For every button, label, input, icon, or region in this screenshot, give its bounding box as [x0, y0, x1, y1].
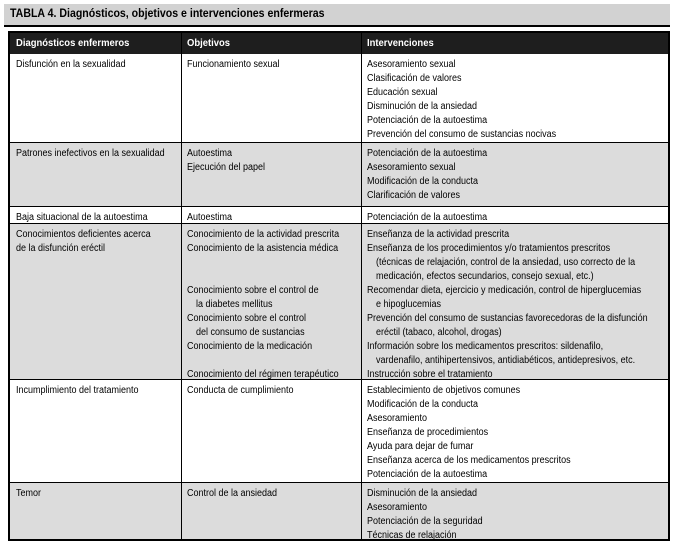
cell-diagnostico [16, 487, 44, 501]
table-caption-bar [4, 4, 670, 27]
cell-line: Recomendar dieta, ejercicio y medicación, control de hiperglucemias [367, 285, 642, 296]
cell-intervenciones [367, 58, 577, 142]
table-figure [4, 4, 670, 541]
cell-line: Disminución de la ansiedad [367, 488, 478, 499]
cell-line: Conocimiento de la asistencia médica [187, 243, 339, 254]
cell-line: Modificación de la conducta [367, 399, 479, 410]
cell-line: Clasificación de valores [367, 73, 462, 84]
cell-diagnostico [16, 384, 152, 398]
cell-line: Prevención del consumo de sustancias nocivas [367, 129, 557, 140]
cell-line: Conocimiento de la actividad prescrita [187, 229, 340, 240]
cell-line: Conocimientos deficientes acerca [16, 229, 151, 240]
cell-line [187, 270, 339, 284]
cell-intervenciones [367, 228, 670, 382]
cell-line: Conocimiento sobre el control de [187, 285, 319, 296]
cell-line: eréctil (tabaco, alcohol, drogas) [376, 327, 502, 338]
cell-line: Control de la ansiedad [187, 488, 278, 499]
data-table [8, 31, 670, 541]
cell-line: medicación, efectos secundarios, consejo sexual, etc.) [376, 271, 594, 282]
cell-line: Técnicas de relajación [367, 530, 457, 541]
cell-intervenciones [367, 211, 500, 225]
cell-line: Modificación de la conducta [367, 176, 479, 187]
table-row [10, 54, 668, 143]
cell-line: Autoestima [187, 212, 233, 223]
cell-line: la diabetes mellitus [196, 299, 273, 310]
cell-intervenciones [367, 384, 593, 482]
cell-line: Potenciación de la autoestima [367, 115, 488, 126]
cell-diagnostico [16, 228, 166, 256]
cell-line: Conducta de cumplimiento [187, 385, 294, 396]
cell-line: Enseñanza de procedimientos [367, 427, 489, 438]
cell-diagnostico [16, 211, 162, 225]
table-row [10, 483, 668, 541]
cell-line: Instrucción sobre el tratamiento [367, 369, 493, 380]
table-row [10, 207, 668, 224]
cell-line: Enseñanza de la actividad prescrita [367, 229, 510, 240]
cell-line: Conocimiento de la medicación [187, 341, 313, 352]
cell-line: Disminución de la ansiedad [367, 101, 478, 112]
cell-line: Prevención del consumo de sustancias favorecedoras de la disfunción [367, 313, 648, 324]
cell-line: Conocimiento del régimen terapéutico [187, 369, 339, 380]
cell-line [187, 354, 339, 368]
cell-intervenciones [367, 147, 500, 203]
column-divider [361, 33, 362, 539]
cell-line: Conocimiento sobre el control [187, 313, 307, 324]
cell-objetivos [187, 228, 356, 382]
cell-line: Patrones inefectivos en la sexualidad [16, 148, 165, 159]
cell-line: del consumo de sustancias [196, 327, 305, 338]
header-objetivos: Objetivos [187, 37, 231, 49]
header-intervenciones: Intervenciones [367, 37, 434, 49]
table-header-row [10, 33, 668, 54]
cell-line: vardenafilo, antihipertensivos, antidiabéticos, antidepresivos, etc. [376, 355, 636, 366]
cell-line: Potenciación de la autoestima [367, 148, 488, 159]
cell-intervenciones [367, 487, 495, 541]
header-diagnosticos: Diagnósticos enfermeros [16, 37, 130, 49]
cell-line: Asesoramiento [367, 502, 428, 513]
cell-objetivos [187, 211, 237, 225]
cell-line: Educación sexual [367, 87, 438, 98]
cell-line: Establecimiento de objetivos comunes [367, 385, 521, 396]
cell-line: Información sobre los medicamentos prescritos: sildenafilo, [367, 341, 604, 352]
cell-line: Asesoramiento sexual [367, 162, 456, 173]
cell-line: (técnicas de relajación, control de la ansiedad, uso correcto de la [376, 257, 636, 268]
cell-line: Temor [16, 488, 42, 499]
cell-line: Ayuda para dejar de fumar [367, 441, 474, 452]
cell-objetivos [187, 487, 287, 501]
column-divider [181, 33, 182, 539]
table-row [10, 143, 668, 207]
cell-line: Potenciación de la autoestima [367, 212, 488, 223]
cell-objetivos [187, 384, 305, 398]
table-row [10, 224, 668, 380]
cell-objetivos [187, 58, 290, 72]
cell-line: Potenciación de la autoestima [367, 469, 488, 480]
cell-line: Incumplimiento del tratamiento [16, 385, 139, 396]
cell-line: de la disfunción eréctil [16, 243, 106, 254]
cell-line: Baja situacional de la autoestima [16, 212, 148, 223]
cell-line: Clarificación de valores [367, 190, 461, 201]
cell-objetivos [187, 147, 274, 175]
cell-line: Potenciación de la seguridad [367, 516, 483, 527]
table-row [10, 380, 668, 483]
cell-line: Enseñanza acerca de los medicamentos prescritos [367, 455, 571, 466]
cell-line: Enseñanza de los procedimientos y/o tratamientos prescritos [367, 243, 611, 254]
cell-line: Asesoramiento sexual [367, 59, 456, 70]
cell-diagnostico [16, 147, 181, 161]
cell-line: Funcionamiento sexual [187, 59, 280, 70]
table-title: TABLA 4. Diagnósticos, objetivos e intervenciones enfermeras [10, 8, 325, 20]
cell-diagnostico [16, 58, 138, 72]
cell-line: Ejecución del papel [187, 162, 266, 173]
cell-line: e hipoglucemias [376, 299, 442, 310]
cell-line: Asesoramiento [367, 413, 428, 424]
cell-line: Autoestima [187, 148, 233, 159]
cell-line: Disfunción en la sexualidad [16, 59, 126, 70]
cell-line [187, 256, 339, 270]
